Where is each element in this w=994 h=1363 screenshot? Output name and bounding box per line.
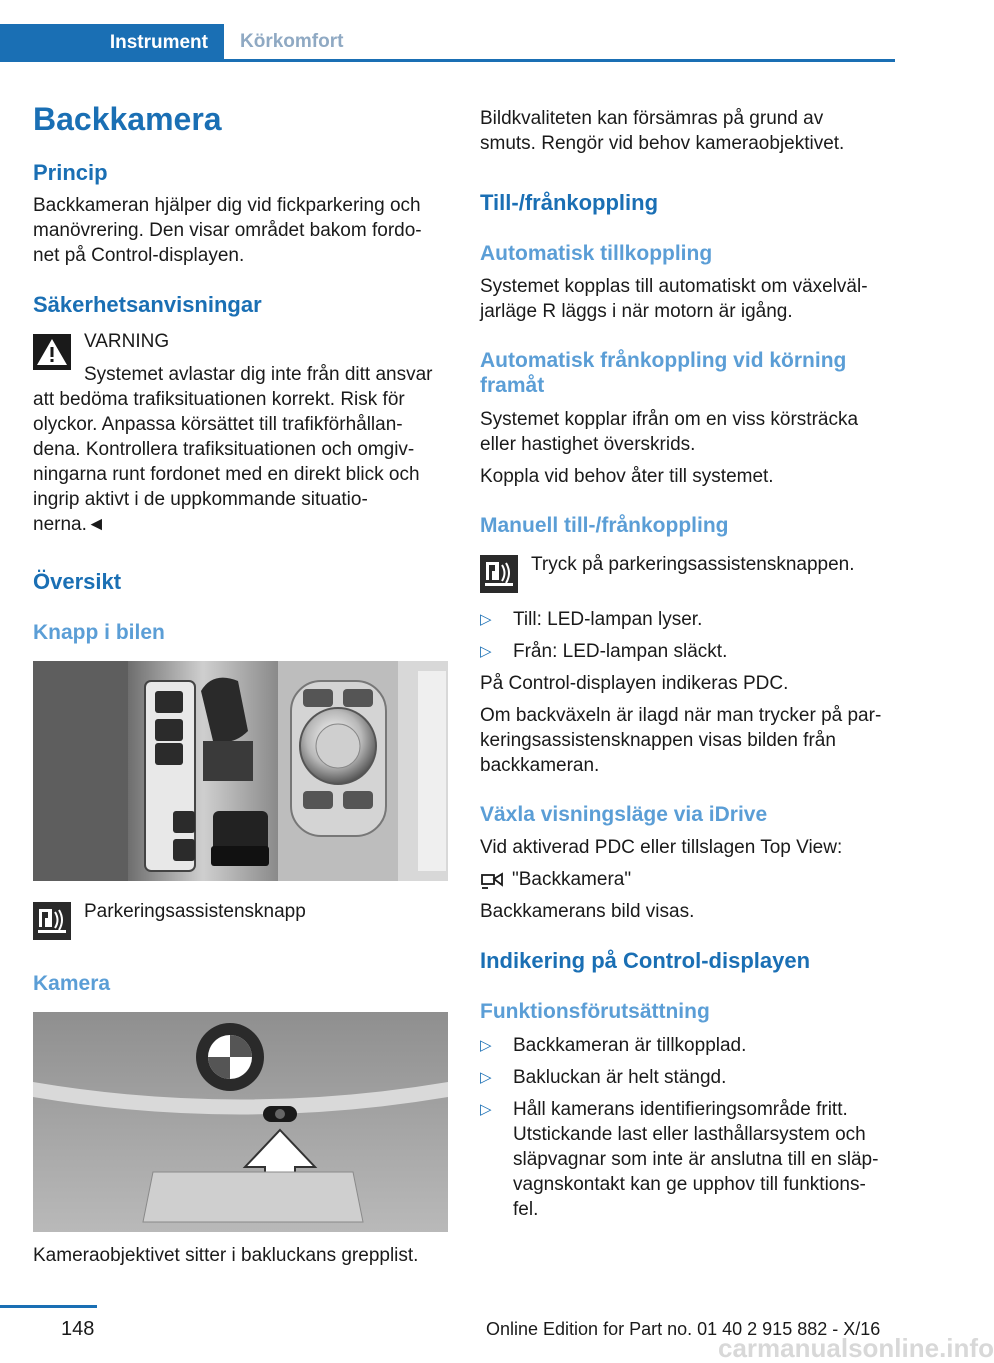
auto-off-note: Koppla vid behov åter till systemet. (480, 466, 774, 487)
reverse-text: Om backväxeln är ilagd när man trycker på par‐ keringsassistensknappen visas bilden från backkameran. (480, 705, 882, 776)
button-caption: Parkeringsassistensknapp (84, 901, 306, 922)
idrive-heading: Växla visningsläge via iDrive (480, 803, 768, 826)
header-rule (0, 59, 895, 62)
display-heading: Indikering på Control-displayen (480, 948, 811, 973)
list-item: ▷ Backkameran är tillkopplad. (480, 1035, 747, 1056)
bullet-icon: ▷ (480, 1101, 492, 1118)
rear-camera-icon (480, 869, 506, 891)
list-item: ▷ Håll kamerans identifieringsområde fritt. Utstickande last eller lasthållarsystem och släpvagnar som inte är anslutna till en släp‐ vagnskontakt kan ge upphov till funktions‐ fel. (480, 1099, 879, 1220)
bullet-icon: ▷ (480, 611, 492, 628)
parking-assist-button-icon (480, 555, 518, 593)
watermark: carmanualsonline.info (718, 1333, 994, 1363)
camera-caption: Kameraobjektivet sitter i bakluckans grepplist. (33, 1245, 419, 1266)
intro-text: Bildkvaliteten kan försämras på grund av smuts. Rengör vid behov kameraobjektivet. (480, 108, 845, 154)
principle-text: Backkameran hjälper dig vid fickparkering och manövrering. Den visar området bakom fordo‐ net på Control-displayen. (33, 195, 422, 266)
page-title: Backkamera (33, 101, 222, 137)
footer-rule (0, 1305, 97, 1308)
bullet-icon: ▷ (480, 1069, 492, 1086)
auto-off-text: Systemet kopplar ifrån om en viss körsträcka eller hastighet överskrids. (480, 409, 859, 455)
list-item: ▷ Bakluckan är helt stängd. (480, 1067, 727, 1088)
edition-text: Online Edition for Part no. 01 40 2 915 882 - X/16 (486, 1319, 881, 1339)
overview-heading: Översikt (33, 569, 122, 594)
bullet-icon: ▷ (480, 643, 492, 660)
tailgate-camera-photo (33, 1012, 448, 1232)
switch-heading: Till-/frånkoppling (480, 190, 659, 215)
pdc-note: På Control-displayen indikeras PDC. (480, 673, 789, 694)
requirements-heading: Funktionsförutsättning (480, 1000, 710, 1023)
camera-heading: Kamera (33, 972, 111, 995)
bullet-icon: ▷ (480, 1037, 492, 1054)
button-heading: Knapp i bilen (33, 621, 165, 644)
chapter-tabs (0, 24, 895, 62)
list-item: ▷ Till: LED-lampan lyser. (480, 609, 703, 630)
center-console-photo (33, 661, 448, 881)
idrive-option: "Backkamera" (512, 869, 632, 890)
principle-heading: Princip (33, 160, 108, 185)
tab-instrument[interactable]: Instrument (0, 24, 224, 62)
warning-text: att bedöma trafiksituationen korrekt. Risk för olyckor. Anpassa körsättet till trafikförhållan‐ dena. Kontrollera trafiksituationen och omgiv‐ ningarna runt fordonet med en direkt blick och ingrip aktivt i de uppkommande situatio‐ nerna.◄ (33, 389, 420, 535)
auto-off-heading: Automatisk frånkoppling vid körning framåt (480, 349, 847, 397)
idrive-intro: Vid aktiverad PDC eller tillslagen Top View: (480, 837, 843, 858)
auto-on-text: Systemet kopplas till automatiskt om växelväl‐ jarläge R läggs i när motorn är igång. (480, 276, 868, 322)
idrive-result: Backkamerans bild visas. (480, 901, 695, 922)
warning-label: VARNING (84, 331, 170, 352)
warning-line-first: Systemet avlastar dig inte från ditt ansvar (84, 364, 433, 385)
auto-on-heading: Automatisk tillkoppling (480, 242, 713, 265)
safety-heading: Säkerhetsanvisningar (33, 292, 262, 317)
manual-instruction: Tryck på parkeringsassistensknappen. (531, 554, 855, 575)
page-number: 148 (61, 1318, 95, 1340)
list-item: ▷ Från: LED-lampan släckt. (480, 641, 728, 662)
manual-heading: Manuell till-/frånkoppling (480, 514, 729, 537)
tab-korkomfort[interactable]: Körkomfort (240, 30, 344, 52)
warning-icon (33, 334, 71, 370)
parking-assist-icon (33, 902, 71, 940)
